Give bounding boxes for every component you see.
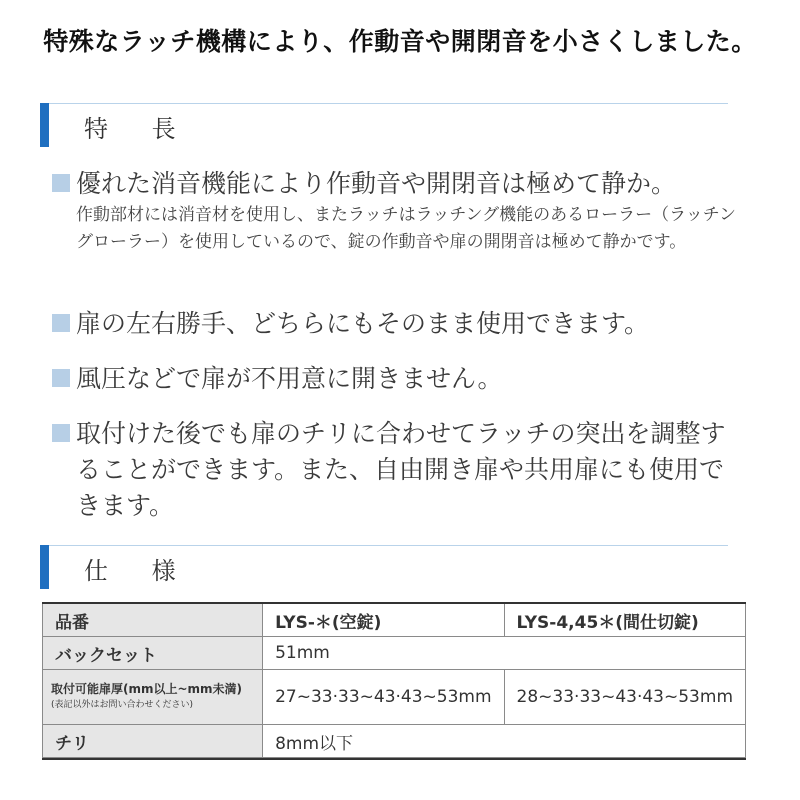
door-thickness-value-cell: 27~33·33~43·43~53mm	[263, 670, 504, 725]
feature-item	[52, 166, 752, 256]
square-bullet-icon	[52, 424, 70, 442]
table-bottom-rule	[42, 758, 746, 760]
feature-item	[52, 361, 752, 397]
chiri-label-cell: チリ	[43, 725, 263, 758]
spec-table	[42, 602, 746, 758]
square-bullet-icon	[52, 314, 70, 332]
feature-title: 優れた消音機能により作動音や開閉音は極めて静か。	[76, 169, 677, 198]
model-cell: LYS-＊(空錠)	[263, 603, 504, 637]
table-row	[43, 637, 746, 670]
model-cell: LYS-4,45＊(間仕切錠)	[504, 603, 745, 637]
backset-value-cell: 51mm	[263, 637, 746, 670]
headline: 特殊なラッチ機構により、作動音や開閉音を小さくしました。	[43, 27, 757, 56]
door-thickness-note: (表記以外はお問い合わせください)	[51, 700, 194, 710]
feature-item	[52, 306, 752, 342]
section-rule	[40, 103, 728, 104]
section-rule	[40, 545, 728, 546]
table-row	[43, 725, 746, 758]
door-thickness-label: 取付可能扉厚(mm以上~mm未満)	[51, 682, 243, 696]
feature-title: 風圧などで扉が不用意に開きません。	[76, 364, 503, 393]
door-thickness-value-cell: 28~33·33~43·43~53mm	[504, 670, 745, 725]
square-bullet-icon	[52, 174, 70, 192]
section-accent-bar	[40, 103, 49, 147]
header-label-cell: 品番	[43, 603, 263, 637]
spec-section-header	[40, 545, 728, 589]
square-bullet-icon	[52, 369, 70, 387]
backset-label-cell: バックセット	[43, 637, 263, 670]
feature-title: 取付けた後でも扉のチリに合わせてラッチの突出を調整することができます。また、自由開き扉や共用扉にも使用できます。	[76, 419, 726, 520]
door-thickness-label-cell	[43, 670, 263, 725]
features-section-title: 特 長	[84, 115, 194, 143]
table-row	[43, 603, 746, 637]
chiri-value-cell: 8mm以下	[263, 725, 746, 758]
feature-description: 作動部材には消音材を使用し、またラッチはラッチング機能のあるローラー（ラッチングローラー）を使用しているので、錠の作動音や扉の開閉音は極めて静かです。	[76, 205, 736, 252]
table-row	[43, 670, 746, 725]
section-accent-bar	[40, 545, 49, 589]
spec-section-title: 仕 様	[84, 557, 194, 585]
features-section-header	[40, 103, 728, 147]
feature-item	[52, 416, 752, 524]
feature-title: 扉の左右勝手、どちらにもそのまま使用できます。	[76, 309, 650, 338]
